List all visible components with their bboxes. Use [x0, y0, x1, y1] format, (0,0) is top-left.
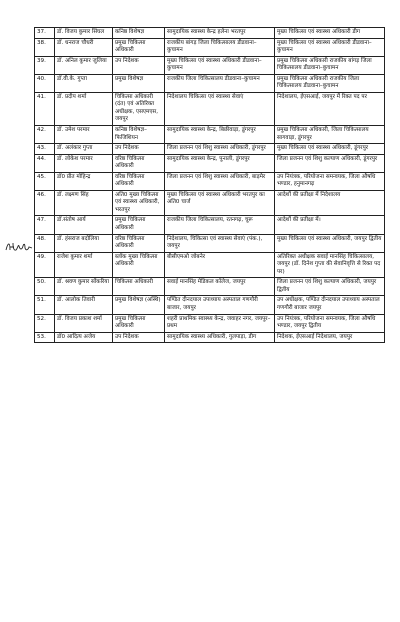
designation-cell: उप निदेशक [113, 144, 165, 155]
row-number-cell: 37. [35, 28, 55, 39]
new-posting-cell: मुख्य चिकित्सा एवं स्वास्थ्य अधिकारी, डूंगरपुर [275, 144, 385, 155]
designation-cell: ब्लॉक मुख्य चिकित्सा अधिकारी [113, 252, 165, 278]
designation-cell: चिकित्सा अधिकारी (दंत) एवं अतिरिक्त अधीक्षक, एसएमएस, जयपुर [113, 92, 165, 125]
designation-cell: वरिष्ठ चिकित्सा अधिकारी [113, 154, 165, 172]
designation-cell: वरिष्ठ चिकित्सा अधिकारी [113, 234, 165, 252]
table-row [35, 172, 385, 190]
table-row [35, 74, 385, 92]
row-number-cell: 46. [35, 190, 55, 216]
designation-cell: उप निदेशक [113, 332, 165, 343]
table-row [35, 126, 385, 144]
current-posting-cell: राजकीय जिला चिकित्सालय, रतनगढ़, चूरू [165, 216, 275, 234]
current-posting-cell: निदेशालय चिकित्सा एवं स्वास्थ्य सेवाएं [165, 92, 275, 125]
row-number-cell: 44. [35, 154, 55, 172]
current-posting-cell: सामुदायिक स्वास्थ्य अधिकारी, गुलपाड़ा, डीग [165, 332, 275, 343]
name-cell: डॉ.संतोष आर्य [55, 216, 113, 234]
name-cell: डॉ0 प्रीत मोहिन्द्र [55, 172, 113, 190]
new-posting-cell: निदेशक, ईएसआई निदेशालय, जयपुर [275, 332, 385, 343]
name-cell: डॉ. धनराज चौधरी [55, 38, 113, 56]
name-cell: डॉ. हंसराज बदोलिया [55, 234, 113, 252]
table-row [35, 296, 385, 314]
table-row [35, 92, 385, 125]
handwritten-signature [4, 238, 34, 256]
row-number-cell: 45. [35, 172, 55, 190]
table-row [35, 332, 385, 343]
designation-cell: अति0 मुख्य चिकित्सा एवं स्वास्थ्य अधिकारी, भरतपुर [113, 190, 165, 216]
current-posting-cell: जिला प्रजनन एवं शिशु स्वास्थ्य अधिकारी, बाड़मेर [165, 172, 275, 190]
table-body [35, 28, 385, 343]
current-posting-cell: सामुदायिक स्वास्थ्य केन्द्र, पुनाली, डूंगरपुर [165, 154, 275, 172]
current-posting-cell: शहरी प्राथमिक स्वास्थ्य केन्द्र, जवाहर नगर, जयपुर–प्रथम [165, 314, 275, 332]
row-number-cell: 40. [35, 74, 55, 92]
current-posting-cell: मुख्य चिकित्सा एवं स्वास्थ्य अधिकारी भरतपुर का अति0 चार्ज [165, 190, 275, 216]
designation-cell: चिकित्सा अधिकारी [113, 278, 165, 296]
current-posting-cell: निदेशालय, चिकित्सा एवं स्वास्थ्य सेवाएं (पंक.), जयपुर [165, 234, 275, 252]
name-cell: डॉ. लोकेश परमार [55, 154, 113, 172]
name-cell: डॉ.वी.के. गुप्ता [55, 74, 113, 92]
name-cell: डॉ. अलंकार गुप्ता [55, 144, 113, 155]
table-row [35, 28, 385, 39]
name-cell: डॉ. श्रवण कुमार सोंकरिया [55, 278, 113, 296]
table-row [35, 216, 385, 234]
new-posting-cell: अतिरिक्त अधीक्षक सवाई मानसिंह चिकित्सालय, जयपुर (डॉ. दिनेश गुप्ता की सेवानिवृत्ति से रिक्त पद पर) [275, 252, 385, 278]
table-row [35, 314, 385, 332]
table-row [35, 252, 385, 278]
row-number-cell: 43. [35, 144, 55, 155]
name-cell: डॉ. विजय प्रकाश शर्मा [55, 314, 113, 332]
new-posting-cell: आदेशों की प्रतीक्षा में निदेशालय [275, 190, 385, 216]
row-number-cell: 50. [35, 278, 55, 296]
current-posting-cell: पण्डित दीनदयाल उपाध्याय अस्पताल गणगौरी बाजार, जयपुर [165, 296, 275, 314]
table-row [35, 190, 385, 216]
row-number-cell: 48. [35, 234, 55, 252]
row-number-cell: 38. [35, 38, 55, 56]
new-posting-cell: जिला प्रजनन एवं शिशु कल्याण अधिकारी, डूंगरपुर [275, 154, 385, 172]
table-row [35, 154, 385, 172]
current-posting-cell: सवाई मानसिंह मेडिकल कॉलेज, जयपुर [165, 278, 275, 296]
new-posting-cell: प्रमुख चिकित्सा अधिकारी राजकीय बांगड़ जिला चिकित्सालय डीडवाना–कुचामन [275, 56, 385, 74]
new-posting-cell: उप नियंत्रक, परियोजना समन्वयक, जिला औषधि भण्डार, हनुमानगढ़ [275, 172, 385, 190]
designation-cell: वरिष्ठ चिकित्सा अधिकारी [113, 172, 165, 190]
row-number-cell: 52. [35, 314, 55, 332]
name-cell: डॉ. उमेश परमार [55, 126, 113, 144]
row-number-cell: 42. [35, 126, 55, 144]
row-number-cell: 47. [35, 216, 55, 234]
designation-cell: कनिष्ठ विशेषज्ञ–फिजिशियन [113, 126, 165, 144]
current-posting-cell: जिला प्रजनन एवं शिशु स्वास्थ्य अधिकारी, डूंगरपुर [165, 144, 275, 155]
name-cell: डॉ. अनिल कुमार जुलिया [55, 56, 113, 74]
new-posting-cell: प्रमुख चिकित्सा अधिकारी राजकीय जिला चिकित्सालय डीडवाना–कुचामन [275, 74, 385, 92]
new-posting-cell: मुख्य चिकित्सा एवं स्वास्थ्य अधिकारी, जयपुर द्वितीय [275, 234, 385, 252]
designation-cell: उप निदेशक [113, 56, 165, 74]
row-number-cell: 41. [35, 92, 55, 125]
name-cell: डॉ. लक्ष्मण सिंह [55, 190, 113, 216]
current-posting-cell: राजकीय जिला चिकित्सालय डीडवाना–कुचामन [165, 74, 275, 92]
table-row [35, 56, 385, 74]
name-cell: डॉ. आलोक तिवारी [55, 296, 113, 314]
table-row [35, 38, 385, 56]
current-posting-cell: मुख्य चिकित्सा एवं स्वास्थ्य अधिकारी डीडवाना–कुचामन [165, 56, 275, 74]
current-posting-cell: सामुदायिक स्वास्थ्य केन्द्र, बिछीवाड़ा, डूंगरपुर [165, 126, 275, 144]
new-posting-cell: आदेशों की प्रतीक्षा में। [275, 216, 385, 234]
current-posting-cell: बीसीएमओ जोबनेर [165, 252, 275, 278]
row-number-cell: 39. [35, 56, 55, 74]
row-number-cell: 49. [35, 252, 55, 278]
table-row [35, 234, 385, 252]
table-row [35, 278, 385, 296]
new-posting-cell: प्रमुख चिकित्सा अधिकारी, जिला चिकित्सालय सागवाड़ा, डूंगरपुर [275, 126, 385, 144]
new-posting-cell: मुख्य चिकित्सा एवं स्वास्थ्य अधिकारी डीग [275, 28, 385, 39]
new-posting-cell: जिला प्रजनन एवं शिशु कल्याण अधिकारी, जयपुर द्वितीय [275, 278, 385, 296]
new-posting-cell: उप नियंत्रक, परियोजना समन्वयक, जिला औषधि भण्डार, जयपुर द्वितीय [275, 314, 385, 332]
name-cell: डॉ. विजय कुमार सिंघल [55, 28, 113, 39]
new-posting-cell: मुख्य चिकित्सा एवं स्वास्थ्य अधिकारी डीडवाना–कुचामन [275, 38, 385, 56]
name-cell: राजेश कुमार शर्मा [55, 252, 113, 278]
table-row [35, 144, 385, 155]
designation-cell: कनिष्ठ विशेषज्ञ [113, 28, 165, 39]
current-posting-cell: राजकीय बांगड़ जिला चिकित्सालय डीडवाना–कुचामन [165, 38, 275, 56]
designation-cell: प्रमुख विशेषज्ञ [113, 74, 165, 92]
name-cell: डॉ0 आदित्य अजेय [55, 332, 113, 343]
new-posting-cell: निदेशालय, ईएसआई, जयपुर में रिक्त पद पर [275, 92, 385, 125]
name-cell: डॉ. प्रदीप शर्मा [55, 92, 113, 125]
row-number-cell: 53. [35, 332, 55, 343]
new-posting-cell: उप अधीक्षक, पण्डित दीनदयाल उपाध्याय अस्पताल गणगौरी बाजार जयपुर [275, 296, 385, 314]
current-posting-cell: सामुदायिक स्वास्थ्य केन्द्र हलेना भरतपुर [165, 28, 275, 39]
transfer-order-table [34, 27, 385, 343]
designation-cell: प्रमुख चिकित्सा अधिकारी [113, 38, 165, 56]
designation-cell: प्रमुख चिकित्सा अधिकारी [113, 314, 165, 332]
row-number-cell: 51. [35, 296, 55, 314]
designation-cell: प्रमुख चिकित्सा अधिकारी [113, 216, 165, 234]
designation-cell: प्रमुख विशेषज्ञ (अस्थि) [113, 296, 165, 314]
